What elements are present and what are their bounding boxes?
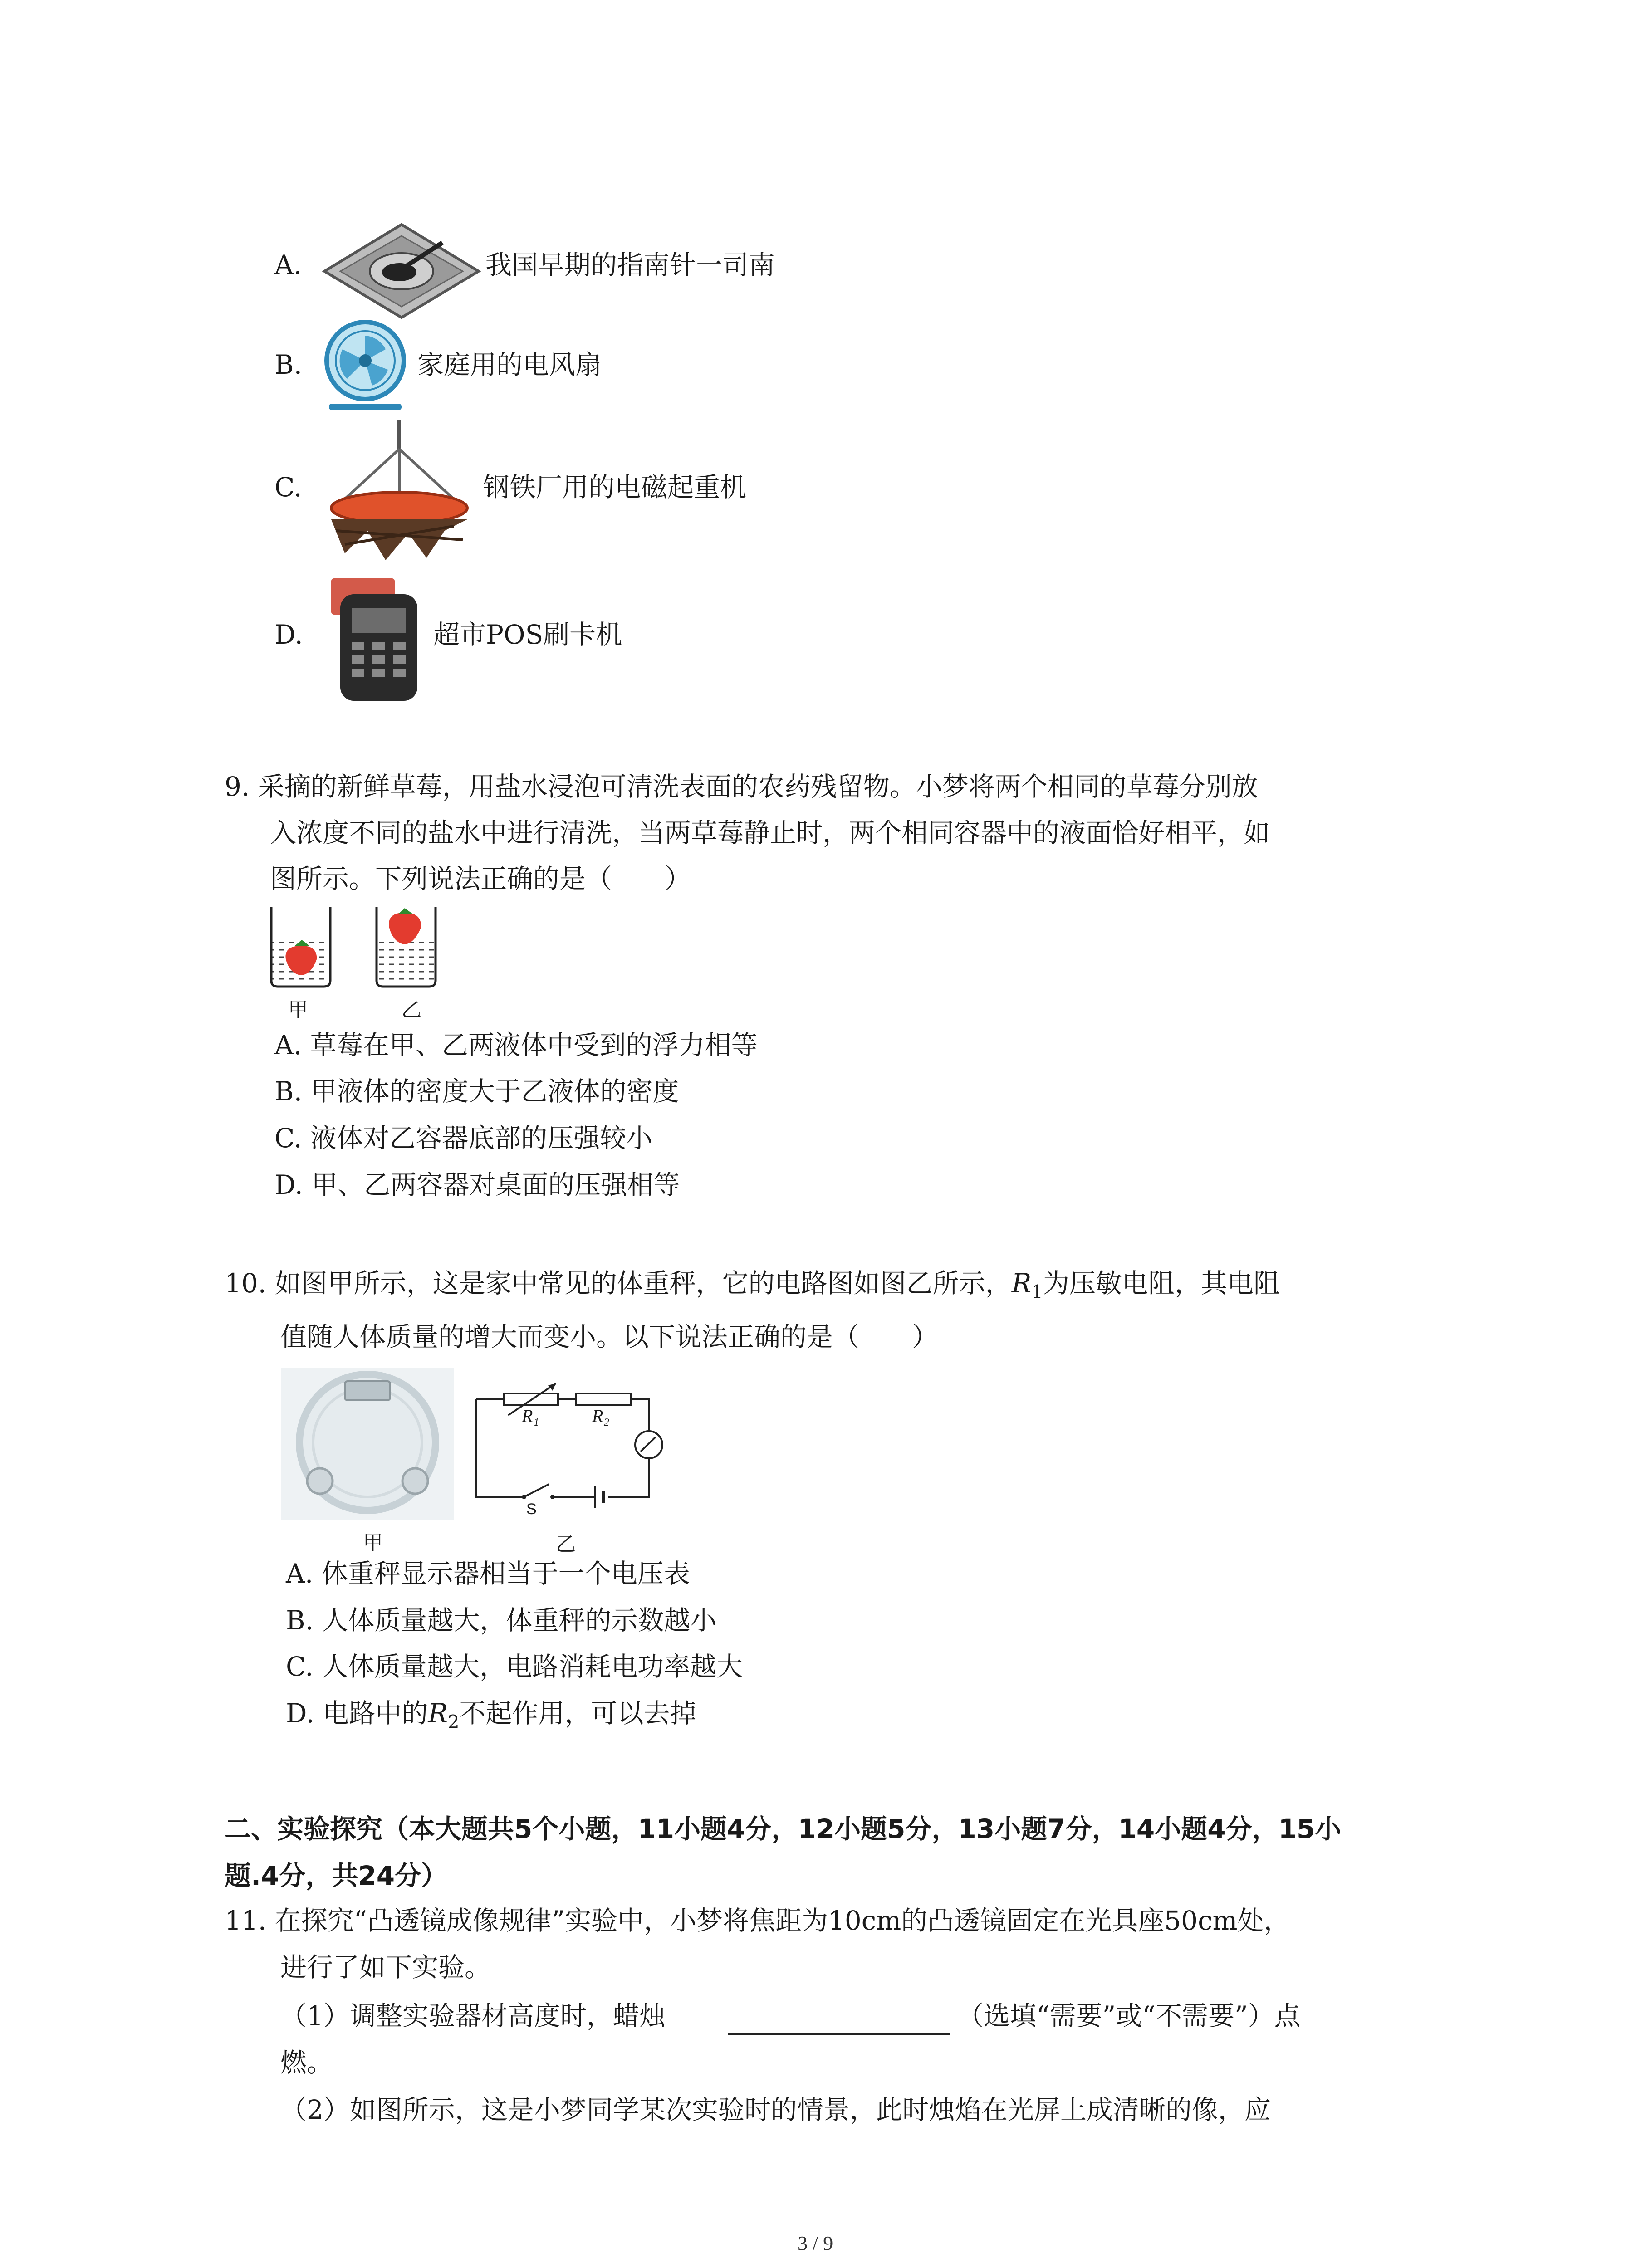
q8-option-a-text: 我国早期的指南针一司南 [485, 249, 775, 280]
q8-option-c-label: C. [274, 472, 302, 503]
q9-stem-line1: 9. 采摘的新鲜草莓，用盐水浸泡可清洗表面的农药残留物。小梦将两个相同的草莓分别放 [225, 771, 1258, 802]
q10-option-d: D. 电路中的$R_2$不起作用，可以去掉 [286, 1698, 696, 1733]
page-number: 3 / 9 [798, 2232, 833, 2254]
q11-stem-line1: 11. 在探究“凸透镜成像规律”实验中，小梦将焦距为10cm的凸透镜固定在光具座50cm处， [225, 1905, 1290, 1936]
sinan-compass-icon [322, 222, 481, 320]
q11-part1-text-c: 燃。 [280, 2047, 333, 2078]
q9-option-a: A. 草莓在甲、乙两液体中受到的浮力相等 [274, 1030, 758, 1061]
q10-fig-label-jia: 甲 [363, 1531, 383, 1554]
section2-heading-line2: 题.4分，共24分） [225, 1860, 448, 1891]
q9-option-c: C. 液体对乙容器底部的压强较小 [274, 1123, 653, 1154]
strawberry-beakers-figure [268, 903, 449, 993]
q8-option-d-text: 超市POS刷卡机 [433, 619, 622, 650]
q10-stem-line1: 10. 如图甲所示，这是家中常见的体重秤，它的电路图如图乙所示，$R_1$为压敏电阻，其电阻 [225, 1268, 1280, 1303]
q10-fig-label-yi: 乙 [556, 1533, 576, 1556]
q8-option-a-label: A. [274, 249, 302, 280]
q10-option-c: C. 人体质量越大，电路消耗电功率越大 [286, 1651, 743, 1682]
q8-option-d-label: D. [274, 619, 303, 650]
pos-machine-icon [329, 576, 429, 703]
circuit-diagram [472, 1379, 671, 1506]
q11-part1-text-a: （1）调整实验器材高度时，蜡烛 [280, 2000, 666, 2031]
electromagnetic-crane-icon [318, 417, 481, 567]
q9-fig-label-yi: 乙 [402, 998, 421, 1022]
q9-option-b: B. 甲液体的密度大于乙液体的密度 [274, 1076, 679, 1107]
q8-option-b-text: 家庭用的电风扇 [417, 349, 602, 380]
q10-option-a: A. 体重秤显示器相当于一个电压表 [286, 1558, 690, 1589]
q11-part1-text-b: （选填“需要”或“不需要”）点 [957, 2000, 1301, 2031]
q9-stem-line3: 图所示。下列说法正确的是（ ） [270, 863, 691, 894]
q9-fig-label-jia: 甲 [288, 998, 308, 1022]
circuit-label-r2: R₂ [592, 1406, 610, 1426]
circuit-label-s: S [526, 1501, 537, 1518]
bathroom-scale-figure [281, 1368, 454, 1520]
electric-fan-icon [320, 318, 411, 413]
q11-stem-line2: 进行了如下实验。 [280, 1952, 491, 1983]
q10-option-b: B. 人体质量越大，体重秤的示数越小 [286, 1605, 717, 1636]
q8-option-b-label: B. [274, 349, 303, 380]
q11-part2-text: （2）如图所示，这是小梦同学某次实验时的情景，此时烛焰在光屏上成清晰的像，应 [280, 2094, 1271, 2125]
q9-stem-line2: 入浓度不同的盐水中进行清洗，当两草莓静止时，两个相同容器中的液面恰好相平，如 [270, 817, 1270, 848]
q8-option-c-text: 钢铁厂用的电磁起重机 [483, 472, 747, 503]
q11-part1-answer-blank[interactable] [728, 2005, 950, 2035]
q10-stem-line2: 值随人体质量的增大而变小。以下说法正确的是（ ） [280, 1321, 939, 1352]
q9-option-d: D. 甲、乙两容器对桌面的压强相等 [274, 1169, 680, 1200]
circuit-label-r1: R₁ [522, 1406, 539, 1426]
section2-heading-line1: 二、实验探究（本大题共5个小题，11小题4分，12小题5分，13小题7分，14小题4分，15小 [225, 1813, 1342, 1844]
